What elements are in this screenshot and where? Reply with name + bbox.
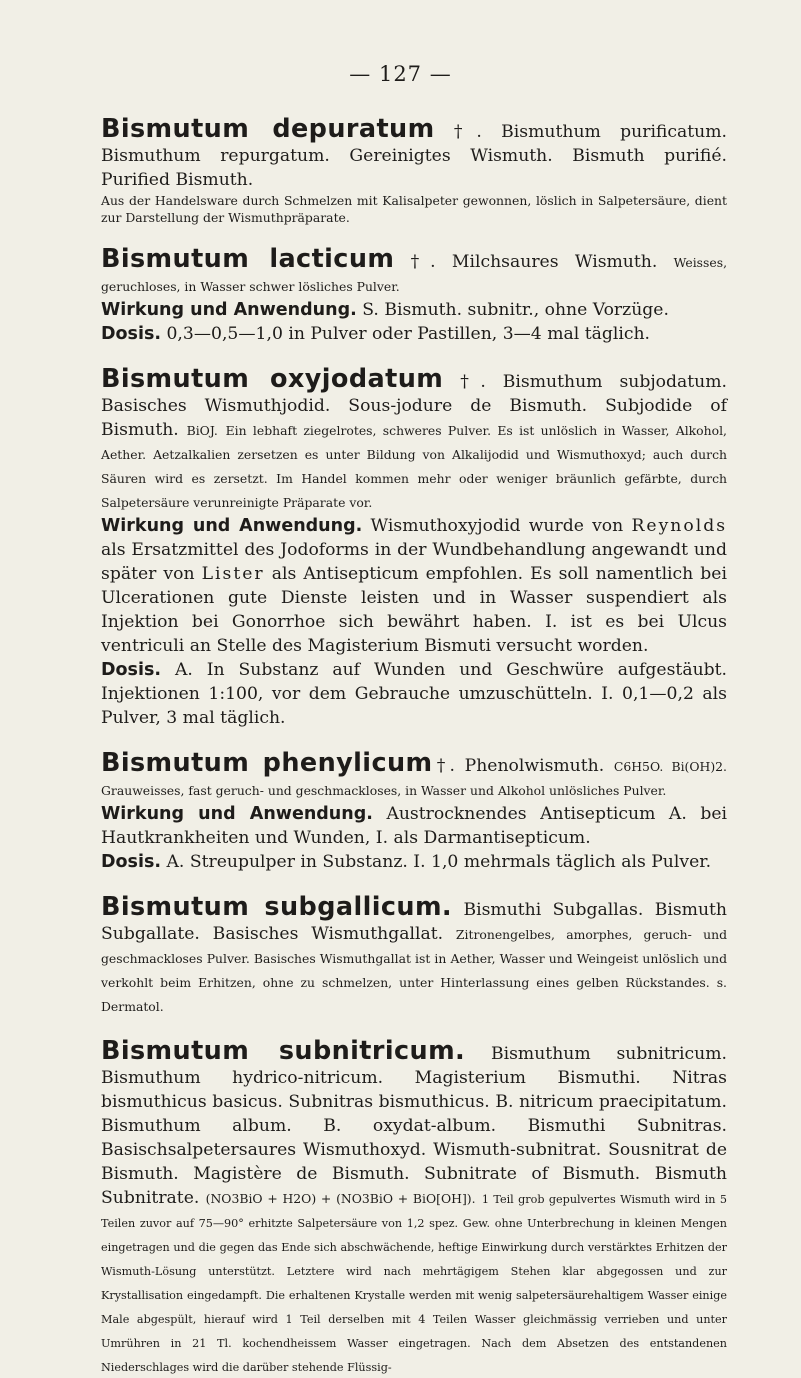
restricted-mark: † (432, 756, 450, 776)
wirkung-text: als Antisepticum empfohlen. Es soll namentlich bei Ulcerationen gute Dienste leisten und in Wasser suspendiert als Injektion bei Gonorrhoe sich bewährt haben. I. ist es bei Ulcus ventriculi an Stelle des Magisterium Bismuti versucht worden. (101, 564, 727, 656)
wirkung-text: Austrocknendes Antisepticum A. bei Hautkrankheiten und Wunden, I. als Darmantisepticum. (101, 804, 727, 848)
restricted-mark: † (460, 372, 481, 392)
description: Grauweisses, fast geruch- und geschmackloses, in Wasser und Alkohol unlösliches Pulver. (101, 783, 667, 798)
page-number: — 127 — (349, 62, 452, 86)
wirkung-label: Wirkung und Anwendung. (101, 516, 363, 536)
wirkung-label: Wirkung und Anwendung. (101, 804, 373, 824)
formula: (NO3BiO + H2O) + (NO3BiO + BiO[OH]). (205, 1191, 476, 1206)
formula: C6H5O. Bi(OH)2. (613, 759, 727, 774)
headword: Bismutum subgallicum. (101, 892, 453, 922)
headword: Bismutum lacticum (101, 244, 395, 274)
wirkung-text: als Ersatzmittel des Jodoforms in der Wundbehandlung angewandt und später von (101, 540, 727, 584)
synonyms: Milchsaures Wismuth. (451, 252, 658, 272)
synonyms: Bismuthum subjodatum. Basisches Wismuthjodid. Sous-jodure de Bismuth. Subjodide of Bismuth. (101, 372, 727, 440)
description: Ein lebhaft ziegelrotes, schweres Pulver. Es ist unlöslich in Wasser, Alkohol, Aether. Aetzalkalien zersetzen es unter Bildung von Alkalijodid und Wismuthoxyd; auch durch Säuren wird es zersetzt. Im Handel kommen mehr oder weniger bräunlich gefärbte, durch Salpetersäure verunreinigte Präparate vor. (101, 423, 727, 510)
dosis-text: A. Streupulper in Substanz. I. 1,0 mehrmals täglich als Pulver. (166, 852, 712, 872)
author-name: Reynolds (631, 516, 728, 536)
description: Zitronengelbes, amorphes, geruch- und geschmackloses Pulver. Basisches Wismuthgallat ist in Aether, Wasser und Weingeist unlöslich und verkohlt beim Erhitzen, ohne zu schmelzen, unter Hinterlassung eines gelben Rückstandes. s. Dermatol. (101, 927, 727, 1014)
entry-bismutum-subgallicum (101, 892, 727, 1018)
dosis-label: Dosis. (101, 852, 162, 872)
dosis-text: 0,3—0,5—1,0 in Pulver oder Pastillen, 3—4 mal täglich. (166, 324, 651, 344)
formula: BiOJ. (186, 423, 218, 438)
description: Weisses, geruchloses, in Wasser schwer lösliches Pulver. (101, 255, 728, 294)
synonyms: Phenolwismuth. (464, 756, 605, 776)
restricted-mark: † (410, 252, 431, 272)
wirkung-text: S. Bismuth. subnitr., ohne Vorzüge. (362, 300, 669, 320)
headword: Bismutum phenylicum (101, 748, 433, 778)
entry-bismutum-subnitricum (101, 1036, 727, 1378)
description: 1 Teil grob gepulvertes Wismuth wird in 5 Teilen zuvor auf 75—90° erhitzte Salpetersäure von 1,2 spez. Gew. ohne Unterbrechung in kleinen Mengen eingetragen und die gegen das Ende sich abschwächende, heftige Einwirkung durch verstärktes Erhitzen der Wismuth-Lösung unterstützt. Letztere wird nach mehrtägigem Stehen klar abgegossen und zur Krystallisation eingedampft. Die erhaltenen Krystalle werden mit wenig salpetersäurehaltigem Wasser einige Male abgespült, hierauf wird 1 Teil derselben mit 4 Teilen Wasser gleichmässig verrieben und unter Umrühren in 21 Tl. kochendheissem Wasser eingetragen. Nach dem Absetzen des entstandenen Niederschlages wird die darüber stehende Flüssig- (101, 1193, 727, 1374)
wirkung-text: Wismuthoxyjodid wurde von (370, 516, 624, 536)
synonyms: Bismuthi Subgallas. Bismuth Subgallate. Basisches Wismuthgallat. (101, 900, 727, 944)
wirkung-label: Wirkung und Anwendung. (101, 300, 357, 320)
headword: Bismutum subnitricum. (101, 1036, 466, 1066)
page-text (101, 114, 727, 1378)
dosis-text: A. In Substanz auf Wunden und Geschwüre aufgestäubt. Injektionen 1:100, vor dem Gebrauche umzuschütteln. I. 0,1—0,2 als Pulver, 3 mal täglich. (101, 660, 728, 728)
synonyms: Bismuthum subnitricum. Bismuthum hydrico-nitricum. Magisterium Bismuthi. Nitras bismuthicus basicus. Subnitras bismuthicus. B. nitricum praecipitatum. Bismuthum album. B. oxydat-album. Bismuthi Subnitras. Basischsalpetersaures Wismuthoxyd. Wismuth-subnitrat. Sousnitrat de Bismuth. Magistère de Bismuth. Subnitrate of Bismuth. Bismuth Subnitrate. (101, 1044, 727, 1208)
entry-bismutum-lacticum: Bismutum lacticum †. Milchsaures Wismuth. Weisses, geruchloses, in Wasser schwer lösliches Pulver. Wirkung und Anwendung. S. Bismuth. subnitr., ohne Vorzüge. Dosis. 0,3—0,5—1,0 in Pulver oder Pastillen, 3—4 mal täglich. (101, 244, 728, 344)
author-name: Lister (201, 564, 265, 584)
description: Aus der Handelsware durch Schmelzen mit Kalisalpeter gewonnen, löslich in Salpetersäure, dient zur Darstellung der Wismuthpräparate. (101, 193, 727, 225)
entry-bismutum-depuratum: Bismutum depuratum †. Bismuthum purificatum. Bismuthum repurgatum. Gereinigtes Wismuth. Bismuth purifié. Purified Bismuth. Aus der Handelsware durch Schmelzen mit Kalisalpeter gewonnen, löslich in Salpetersäure, dient zur Darstellung der Wismuthpräparate. (101, 114, 728, 225)
synonyms: Bismuthum purificatum. Bismuthum repurgatum. Gereinigtes Wismuth. Bismuth purifié. Purified Bismuth. (101, 122, 728, 190)
restricted-mark: † (453, 122, 477, 142)
headword: Bismutum depuratum (101, 114, 435, 144)
dosis-label: Dosis. (101, 660, 162, 680)
headword: Bismutum oxyjodatum (101, 364, 444, 394)
entry-bismutum-oxyjodatum: Bismutum oxyjodatum †. Bismuthum subjodatum. Basisches Wismuthjodid. Sous-jodure de Bismuth. Subjodide of Bismuth. BiOJ. Ein lebhaft ziegelrotes, schweres Pulver. Es ist unlöslich in Wasser, Alkohol, Aether. Aetzalkalien zersetzen es unter Bildung von Alkalijodid und Wismuthoxyd; auch durch Säuren wird es zersetzt. Im Handel kommen mehr oder weniger bräunlich gefärbte, durch Salpetersäure verunreinigte Präparate vor. Wirkung und Anwendung. Wismuthoxyjodid wurde von Reynolds als Ersatzmittel des Jodoforms in der Wundbehandlung angewandt und später von Lister als Antisepticum empfohlen. Es soll namentlich bei Ulcerationen gute Dienste leisten und in Wasser suspendiert als Injektion bei Gonorrhoe sich bewährt haben. I. ist es bei Ulcus ventriculi an Stelle des Magisterium Bismuti versucht worden. Dosis. A. In Substanz auf Wunden und Geschwüre aufgestäubt. Injektionen 1:100, vor dem Gebrauche umzuschütteln. I. 0,1—0,2 als Pulver, 3 mal täglich. (101, 364, 728, 728)
entry-bismutum-phenylicum: Bismutum phenylicum†. Phenolwismuth. C6H5O. Bi(OH)2. Grauweisses, fast geruch- und geschmackloses, in Wasser und Alkohol unlösliches Pulver. Wirkung und Anwendung. Austrocknendes Antisepticum A. bei Hautkrankheiten und Wunden, I. als Darmantisepticum. Dosis. A. Streupulper in Substanz. I. 1,0 mehrmals täglich als Pulver. (101, 748, 727, 872)
dosis-label: Dosis. (101, 324, 162, 344)
